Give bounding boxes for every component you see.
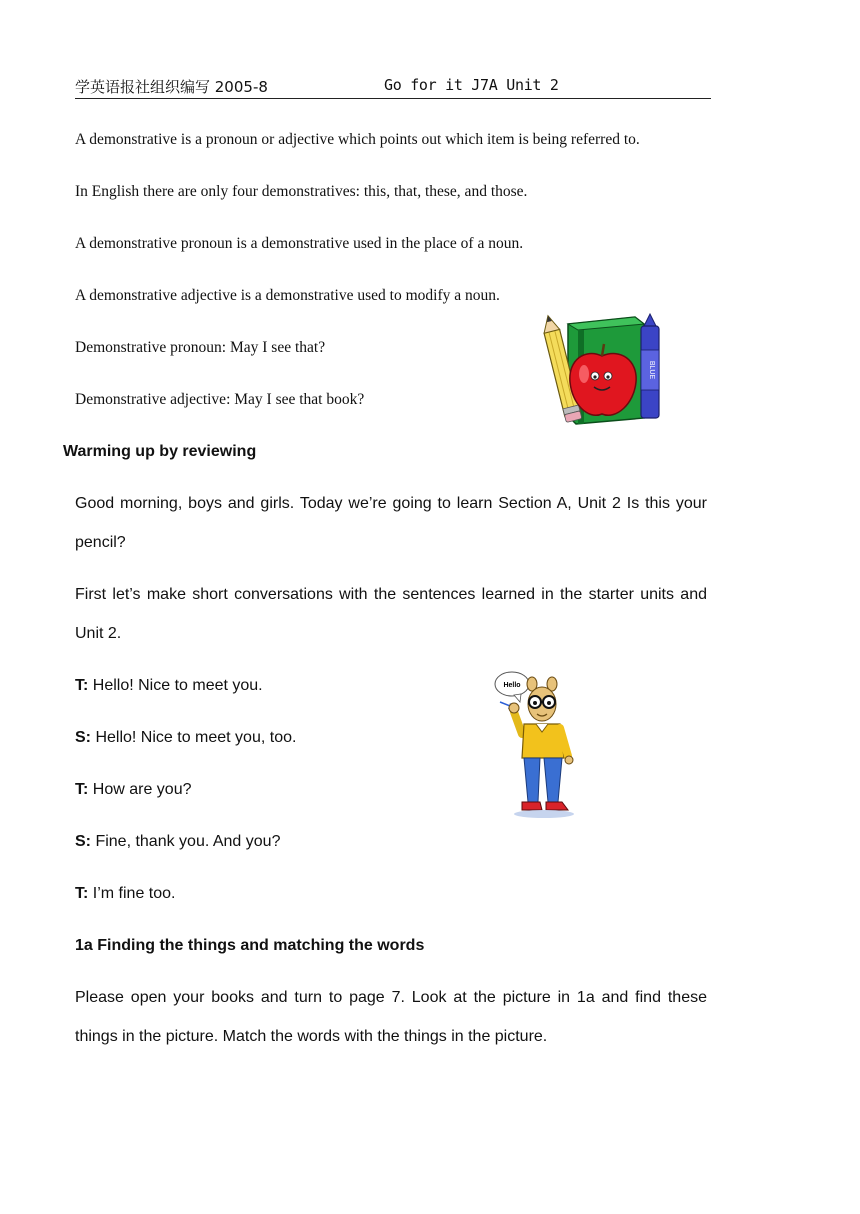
dialogue-text: I’m fine too. [88,885,176,902]
cartoon-character-illustration [492,666,578,820]
speaker-label: T: [75,677,89,694]
dialogue-line-3 [75,781,192,799]
paragraph-instructions: Please open your books and turn to page 7. Look at the picture in 1a and find these things in the picture. Match the words with the things in the picture. [75,989,707,1045]
intro-line-1: A demonstrative is a pronoun or adjective which points out which item is being referred to. [75,131,640,148]
dialogue-line-5 [75,885,175,903]
dialogue-line-2 [75,729,296,747]
dialogue-text: Hello! Nice to meet you. [88,677,263,694]
speaker-label: S: [75,729,91,746]
paragraph-conversations: First let’s make short conversations with the sentences learned in the starter units and Unit 2. [75,586,707,642]
dialogue-text: Hello! Nice to meet you, too. [91,729,297,746]
intro-line-5: Demonstrative pronoun: May I see that? [75,339,326,356]
crayon-label: BLUE [648,360,655,380]
speaker-label: T: [75,781,89,798]
section-heading-warming-up: Warming up by reviewing [63,443,257,460]
dialogue-text: Fine, thank you. And you? [91,833,281,850]
intro-line-4: A demonstrative adjective is a demonstrative used to modify a noun. [75,287,500,304]
dialogue-text: How are you? [88,781,192,798]
intro-line-2: In English there are only four demonstratives: this, that, these, and those. [75,183,528,200]
dialogue-line-4 [75,833,280,851]
page-header [75,76,711,99]
paragraph-intro: Good morning, boys and girls. Today we’re going to learn Section A, Unit 2 Is this your pencil? [75,495,707,551]
speaker-label: S: [75,833,91,850]
intro-line-3: A demonstrative pronoun is a demonstrative used in the place of a noun. [75,235,524,252]
speaker-label: T: [75,885,89,902]
header-title: Go for it J7A Unit 2 [384,76,559,94]
speech-bubble-text: Hello [503,682,521,689]
header-publisher: 学英语报社组织编写 2005-8 [75,78,268,96]
school-supplies-illustration [540,312,670,427]
section-heading-1a: 1a Finding the things and matching the words [75,937,425,954]
dialogue-line-1 [75,677,263,695]
intro-line-6: Demonstrative adjective: May I see that book? [75,391,365,408]
